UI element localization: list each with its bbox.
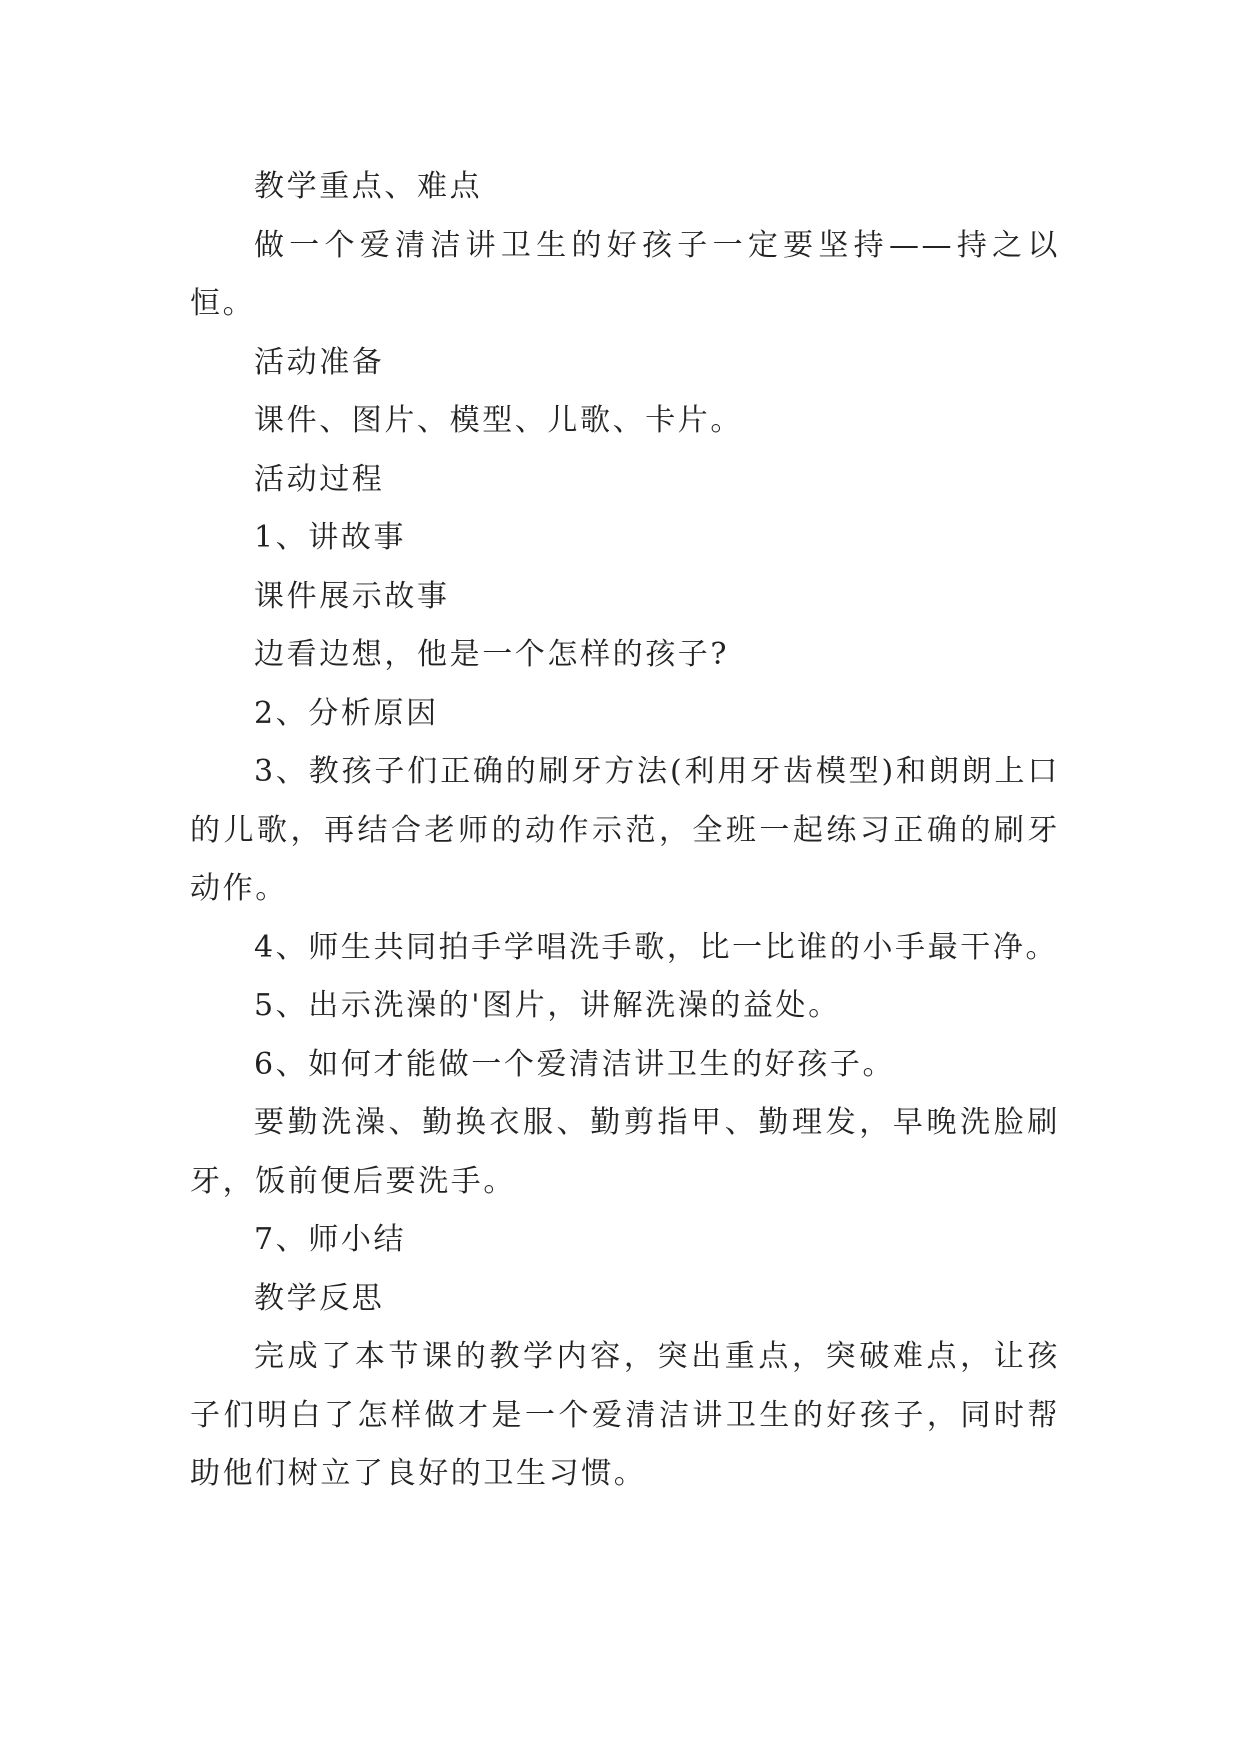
heading-process: 活动过程 — [254, 461, 385, 497]
paragraph: 课件、图片、模型、儿歌、卡片。 — [254, 403, 743, 438]
step-3: 3、教孩子们正确的刷牙方法(利用牙齿模型)和朗朗上口的儿歌，再结合老师的动作示范，全班一起练习正确的刷牙动作。 — [190, 754, 1060, 906]
step-5: 5、出示洗澡的'图片，讲解洗澡的益处。 — [254, 988, 841, 1023]
heading-key-points: 教学重点、难点 — [254, 169, 483, 204]
document-body — [190, 158, 1060, 1504]
step-6: 6、如何才能做一个爱清洁讲卫生的好孩子。 — [254, 1046, 896, 1082]
step-4: 4、师生共同拍手学唱洗手歌，比一比谁的小手最干净。 — [254, 929, 1059, 965]
paragraph: 课件展示故事 — [254, 578, 450, 614]
step-7: 7、师小结 — [254, 1222, 407, 1257]
heading-preparation: 活动准备 — [254, 344, 385, 380]
paragraph: 完成了本节课的教学内容，突出重点，突破难点，让孩子们明白了怎样做才是一个爱清洁讲卫生的好孩子，同时帮助他们树立了良好的卫生习惯。 — [190, 1339, 1060, 1491]
paragraph: 要勤洗澡、勤换衣服、勤剪指甲、勤理发，早晚洗脸刷牙，饭前便后要洗手。 — [190, 1105, 1060, 1199]
paragraph: 边看边想，他是一个怎样的孩子? — [254, 637, 730, 672]
step-2: 2、分析原因 — [254, 695, 439, 731]
step-1: 1、讲故事 — [254, 520, 407, 555]
heading-reflection: 教学反思 — [254, 1280, 385, 1316]
paragraph: 做一个爱清洁讲卫生的好孩子一定要坚持——持之以恒。 — [190, 227, 1060, 321]
